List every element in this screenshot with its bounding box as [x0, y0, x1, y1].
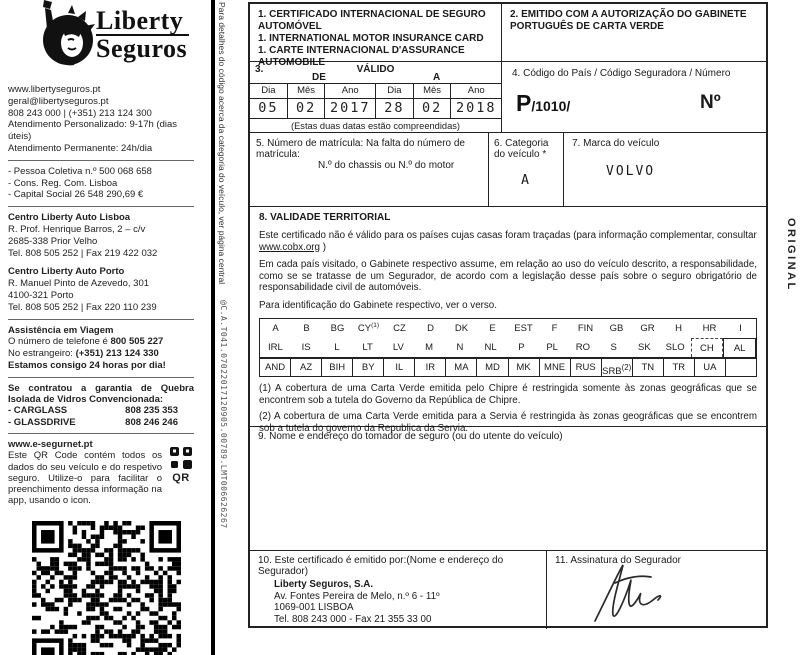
service-hours: Atendimento Personalizado: 9-17h (dias úteis): [8, 119, 177, 143]
country-cell: MA: [445, 358, 477, 377]
center-porto-block: [8, 266, 196, 313]
valid-label: VÁLIDO: [356, 64, 395, 75]
countries-row-1: [260, 319, 756, 338]
country-cell: IRL: [267, 342, 283, 353]
assistance-line1: [8, 336, 196, 348]
row-title: [250, 4, 766, 68]
country-cell: RO: [575, 342, 590, 353]
col-mes: Mês: [414, 84, 452, 99]
country-cell: E: [489, 323, 496, 334]
valid-to-month: 02: [414, 99, 452, 118]
section-3-validity: [250, 62, 502, 132]
glass-title: Se contratou a garantia de Quebra Isolada de Vidros Convencionada:: [8, 382, 194, 406]
email: geral@libertyseguros.pt: [8, 95, 109, 107]
vertical-note: Para detalhes do código acerca da categoria do veículo, ver página central: [217, 2, 227, 285]
validity-header: [250, 62, 501, 83]
countries-table: [259, 318, 757, 377]
country-cell: D: [427, 323, 434, 334]
phones: 808 243 000 | (+351) 213 124 300: [8, 107, 152, 119]
company-id: - Pessoa Coletiva n.º 500 068 658: [8, 165, 152, 177]
brand-word-liberty: Liberty: [96, 8, 189, 36]
center-porto-tel: Tel. 808 505 252 | Fax 220 110 239: [8, 301, 157, 313]
section-9-policyholder: 9. Nome e endereço do tomador de seguro (ou do utente do veículo): [258, 431, 563, 442]
country-cell: BG: [330, 323, 345, 334]
section-10-insurer: [250, 551, 547, 629]
section-3-number: 3.: [255, 64, 264, 75]
country-cell: S: [610, 342, 617, 353]
title-en: 1. INTERNATIONAL MOTOR INSURANCE CARD: [258, 33, 484, 44]
section-4-label: 4. Código do País / Código Seguradora / Número: [512, 68, 731, 79]
row-validity: [250, 62, 766, 133]
make-value: VOLVO: [606, 164, 656, 179]
glass-phone: 808 235 353: [125, 405, 178, 417]
dates-header-row: [250, 84, 501, 99]
country-cell: GB: [609, 323, 624, 334]
insurer-address: [274, 579, 538, 625]
assistance-slogan: Estamos consigo 24 horas por dia!: [8, 359, 166, 371]
assistance-line2-prefix: No estrangeiro:: [8, 348, 76, 360]
country-cell: FIN: [577, 323, 594, 334]
section-11-label: 11. Assinatura do Segurador: [555, 555, 682, 566]
col-mes: Mês: [288, 84, 326, 99]
country-cell: TR: [663, 358, 695, 377]
country-cell: LV: [392, 342, 404, 353]
title-pt: 1. CERTIFICADO INTERNACIONAL DE SEGURO AUTOMÓVEL: [258, 9, 486, 32]
countries-rows-1-2: [259, 318, 757, 358]
divider: [8, 377, 194, 378]
section-8-title: 8. VALIDADE TERRITORIAL: [259, 212, 391, 223]
col-dia: Dia: [376, 84, 414, 99]
qr-code: [32, 521, 196, 655]
countries-row-2: [260, 338, 756, 357]
dates-value-row: [250, 99, 501, 118]
company-capital: - Capital Social 26 548 290,69 €: [8, 189, 144, 201]
glass-item-glassdrive: [8, 417, 196, 428]
section-4-codes: [502, 62, 766, 132]
valid-to-year: 2018: [455, 100, 497, 116]
country-cell: EST: [514, 323, 533, 334]
glass-block: [8, 383, 196, 428]
divider: [8, 319, 194, 320]
footnote-1: (1) A cobertura de uma Carta Verde emitida pelo Chipre é restringida somente às zonas geográficas que se encontrem sob a tutela do Governo da República de Chipre.: [259, 383, 757, 406]
territorial-p3: Para identificação do Gabinete respectivo, ver o verso.: [259, 299, 497, 311]
country-cell: AND: [259, 358, 291, 377]
make-label: 7. Marca do veículo: [572, 138, 660, 149]
center-porto-title: Centro Liberty Auto Porto: [8, 266, 125, 278]
country-cell: A: [272, 323, 279, 334]
section-10-label: 10. Este certificado é emitido por:(Nome e endereço do Segurador): [258, 555, 504, 577]
country-cell: [725, 358, 757, 377]
row-territorial-validity: [250, 207, 766, 434]
assistance-line2: [8, 348, 196, 360]
country-cell: BY: [352, 358, 384, 377]
country-cell: CZ: [393, 323, 406, 334]
country-cell: I: [739, 323, 742, 334]
country-cell: L: [334, 342, 340, 353]
assistance-line1-prefix: O número de telefone é: [8, 336, 111, 348]
insurer-street: Av. Fontes Pereira de Melo, n.º 6 - 11º: [274, 590, 440, 602]
sidebar: [0, 0, 200, 655]
country-cell: PL: [546, 342, 558, 353]
green-card-form: [248, 2, 768, 628]
qr-label: QR: [172, 472, 190, 485]
center-porto-zip: 4100-321 Porto: [8, 289, 74, 301]
title-fr: 1. CARTE INTERNACIONAL D'ASSURANCE AUTOMOBILE: [258, 45, 465, 68]
contact-block: [8, 84, 196, 155]
insurer-zip: 1069-001 LISBOA: [274, 602, 354, 614]
country-cell: N: [456, 342, 464, 353]
territorial-p1: [259, 230, 757, 253]
countries-row-3: [259, 358, 757, 377]
country-cell: UA: [694, 358, 726, 377]
assistance-phone-abroad: (+351) 213 124 330: [75, 348, 159, 360]
from-label: DE: [312, 72, 326, 83]
country-cell: NL: [484, 342, 497, 353]
country-cell: MD: [476, 358, 508, 377]
country-cell: CY$^{(1)}$: [357, 321, 380, 334]
qr-app-icon: [168, 447, 194, 485]
service-permanent: Atendimento Permanente: 24h/dia: [8, 142, 153, 154]
category-value: A: [521, 173, 531, 188]
country-cell: MK: [508, 358, 540, 377]
country-cell: F: [551, 323, 558, 334]
country-cell: MNE: [539, 358, 571, 377]
separator-bar: [211, 0, 215, 655]
number-label: Nº: [700, 92, 721, 113]
valid-from-day: 05: [250, 99, 288, 118]
qr-code-image: [32, 521, 181, 655]
country-cell: TN: [632, 358, 664, 377]
glass-phone: 808 246 246: [125, 416, 178, 428]
company-registry: - Cons. Reg. Com. Lisboa: [8, 177, 118, 189]
validity-dates-table: [250, 83, 501, 119]
esegurnet-title: www.e-segurnet.pt: [8, 438, 93, 450]
website: www.libertyseguros.pt: [8, 84, 101, 95]
country-cell: SLO: [665, 342, 685, 353]
country-cell: M: [425, 342, 434, 353]
country-cell: IL: [383, 358, 415, 377]
esegurnet-text: Este QR Code contém todos os dados do seu veículo e do respetivo seguro. Utilize-o para facilitar o preenchimento dessa informação na app, usando o icon.: [8, 450, 162, 507]
original-watermark: ORIGINAL: [785, 218, 797, 292]
signature-scribble: [585, 561, 695, 623]
country-cell: SK: [638, 342, 651, 353]
glass-name: - GLASSDRIVE: [8, 416, 76, 428]
territorial-p2: Em cada país visitado, o Gabinete respectivo assume, em relação ao uso do veículo descrito, a responsabilidade, como se se tratasse de um Segurador, de acordo com a legislação desse país sobre o seguro obrigatório de responsabilidade civil de automóveis.: [259, 259, 757, 293]
brand-word-seguros: Seguros: [96, 34, 188, 63]
row-policyholder: [250, 427, 766, 551]
plate-label-line1: 5. Número de matrícula: Na falta do número de matrícula:: [256, 138, 465, 160]
country-cell: SRB$^{(2)}$: [601, 358, 633, 377]
brand-logo: [8, 0, 196, 70]
qr-glyph-icon: [170, 447, 192, 469]
divider: [8, 206, 194, 207]
code-country: P: [516, 90, 532, 116]
valid-from-month: 02: [288, 99, 326, 118]
valid-from-year: 2017: [325, 99, 376, 118]
country-cell: H: [675, 323, 682, 334]
code-insurer: /1010/: [531, 98, 571, 114]
country-cell: IR: [414, 358, 446, 377]
center-porto-street: R. Manuel Pinto de Azevedo, 301: [8, 278, 150, 290]
divider: [8, 160, 194, 161]
country-cell: B: [303, 323, 310, 334]
center-lisboa-title: Centro Liberty Auto Lisboa: [8, 212, 131, 224]
country-insurer-code: [516, 90, 570, 117]
p1-prefix: Este certificado não é válido para os países cujas casas foram traçadas (para informação complementar, consultar: [259, 230, 757, 241]
section-2-issuer-authorization: 2. EMITIDO COM A AUTORIZAÇÃO DO GABINETE PORTUGUÊS DE CARTA VERDE: [510, 9, 747, 32]
col-ano: Ano: [325, 84, 376, 99]
col-dia: Dia: [250, 84, 288, 99]
p1-suffix: ): [319, 241, 326, 253]
country-cell: LT: [362, 342, 373, 353]
assistance-block: [8, 325, 196, 372]
divider: [8, 433, 194, 434]
vertical-print-code: @C.A.T041.07022017120905.00789.LMT006626267: [219, 300, 228, 529]
country-cell: P: [518, 342, 525, 353]
section-5-plate-number: [250, 133, 489, 206]
company-block: [8, 166, 196, 201]
country-cell: RUS: [570, 358, 602, 377]
country-cell: GR: [640, 323, 655, 334]
section-6-vehicle-category: [489, 133, 564, 206]
row-insurer: [250, 551, 766, 629]
center-lisboa-street: R. Prof. Henrique Barros, 2 – c/v: [8, 223, 146, 235]
row-vehicle: [250, 133, 766, 207]
center-lisboa-zip: 2685-338 Prior Velho: [8, 235, 98, 247]
center-lisboa-tel: Tel. 808 505 252 | Fax 219 422 032: [8, 247, 158, 259]
section-1-certificate-title: [250, 4, 502, 68]
insurer-name: Liberty Seguros, S.A.: [274, 579, 374, 590]
dates-caption: (Estas duas datas estão compreendidas): [291, 121, 460, 131]
brand-wordmark: [96, 8, 189, 62]
insurer-tel: Tel. 808 243 000 - Fax 21 355 33 00: [274, 613, 432, 625]
section-8-territorial-validity: [250, 207, 766, 434]
esegurnet-block: [8, 439, 196, 507]
section-7-vehicle-make: [564, 133, 766, 206]
center-lisboa-block: [8, 212, 196, 259]
country-cell: DK: [454, 323, 469, 334]
plate-label-line2: N.º do chassis ou N.º do motor: [318, 160, 455, 171]
to-label: A: [433, 72, 441, 83]
section-11-signature: [547, 551, 766, 629]
country-cell: AL: [723, 338, 756, 357]
country-cell: HR: [702, 323, 717, 334]
cobx-link: www.cobx.org: [259, 241, 320, 253]
country-cell: IS: [301, 342, 311, 353]
assistance-phone: 800 505 227: [110, 336, 164, 348]
assistance-title: Assistência em Viagem: [8, 324, 114, 336]
footnote-2: (2) A cobertura de uma Carta Verde emitida para a Servia é restringida às zonas geográficas que se encontrem sob a tutela do governo da Republica da Servia.: [259, 411, 757, 434]
valid-to-day: 28: [376, 99, 414, 118]
country-cell: BIH: [321, 358, 353, 377]
col-ano: Ano: [451, 84, 501, 99]
country-cell: AZ: [290, 358, 322, 377]
country-cell: CH: [691, 338, 724, 357]
glass-name: - CARGLASS: [8, 405, 68, 417]
liberty-statue-icon: [32, 0, 96, 70]
glass-item-carglass: [8, 405, 196, 416]
category-label: 6. Categoria do veículo *: [494, 138, 549, 160]
